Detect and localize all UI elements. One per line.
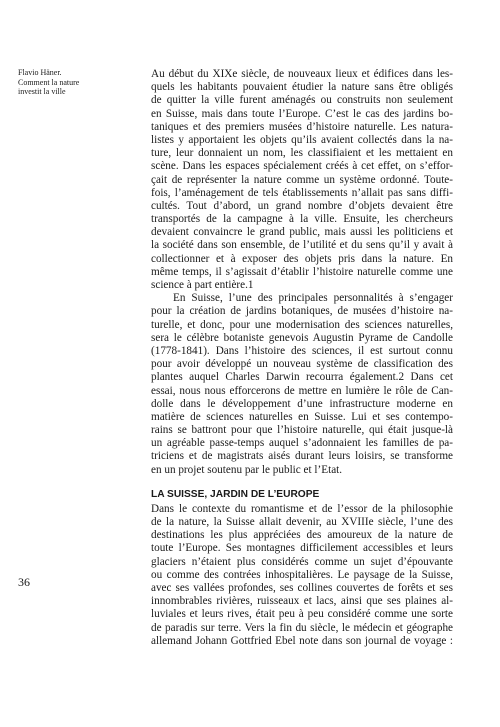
text-line: pour avoir développé un nouveau système de classification des	[151, 358, 453, 371]
text-line: ture, leur donnaient un nom, les classifiaient et les mettaient en	[151, 147, 453, 160]
margin-note-line: Comment la nature	[18, 77, 80, 87]
text-line: science à part entière.1	[151, 279, 254, 291]
text-line: glaciers n’étaient plus considérés comme un sujet d’épouvante	[151, 555, 453, 568]
text-line: devaient convaincre le grand public, mais aussi les politiciens et	[151, 226, 453, 239]
page-number: 36	[18, 575, 30, 589]
text-line: de la nature, la Suisse allait devenir, au XVIIIe siècle, l’une des	[151, 516, 453, 528]
text-line: un agréable passe-temps auquel s’adonnaient les familles de pa-	[151, 437, 453, 450]
main-text-column	[151, 68, 453, 648]
margin-note	[18, 68, 118, 97]
paragraph-1	[151, 68, 453, 292]
text-line: en Suisse, mais dans toute l’Europe. C’est le cas des jardins bo-	[151, 107, 453, 120]
paragraph-3	[151, 503, 453, 648]
text-line: même temps, il s’agissait d’établir l’histoire naturelle comme une	[151, 265, 453, 278]
text-line: essai, nous nous efforcerons de mettre en lumière le rôle de Can-	[151, 384, 453, 397]
text-line: ou comme des contrées inhospitalières. Le paysage de la Suisse,	[151, 568, 453, 581]
text-line: luviales et leurs rives, était peu à peu considéré comme une sorte	[151, 608, 453, 621]
text-line: matière de sciences naturelles en Suisse. Lui et ses contempo-	[151, 410, 453, 423]
text-line: scène. Dans les espaces spécialement créés à cet effet, on s’effor-	[151, 160, 453, 173]
margin-note-line: Flavio Häner.	[18, 68, 62, 77]
text-line: toute l’Europe. Ses montagnes difficilement accessibles et leurs	[151, 542, 453, 555]
text-line: de paradis sur terre. Vers la fin du siècle, le médecin et géographe	[151, 621, 453, 634]
text-line: dolle dans le développement d’une infrastructure moderne en	[151, 397, 453, 410]
section-heading: LA SUISSE, JARDIN DE L’EUROPE	[151, 488, 320, 500]
text-line: allemand Johann Gottfried Ebel note dans son journal de voyage :	[151, 634, 453, 647]
text-line: triciens et de magistrats aisés durant leurs loisirs, se transforme	[151, 450, 453, 463]
text-line: çait de représenter la nature comme un système ordonné. Toute-	[151, 173, 453, 186]
text-line: turelle, et donc, pour une modernisation des sciences naturelles,	[151, 318, 453, 331]
text-line: sera le célèbre botaniste genevois Augustin Pyrame de Candolle	[151, 331, 453, 344]
text-line: rains se battront pour que l’histoire naturelle, qui était jusque-là	[151, 424, 453, 437]
text-line: en un projet soutenu par le public et l’Etat.	[151, 463, 343, 476]
text-line: cultés. Tout d’abord, un grand nombre d’objets devaient être	[151, 199, 453, 212]
paragraph-2	[151, 292, 453, 477]
text-line: Dans le contexte du romantisme et de l’essor de la philosophie	[151, 502, 453, 515]
text-line: fois, l’aménagement de tels établissements n’allait pas sans diffi-	[151, 186, 453, 199]
text-line: taniques et des premiers musées d’histoire naturelle. Les natura-	[151, 120, 453, 133]
text-line: Au début du XIXe siècle, de nouveaux lieux et édifices dans les-	[151, 68, 453, 80]
text-line: destinations les plus appréciées des amoureux de la nature de	[151, 529, 453, 542]
text-line: collectionner et à exposer des objets pris dans la nature. En	[151, 252, 453, 265]
margin-note-line: investit la ville	[18, 87, 66, 96]
text-line: la société dans son ensemble, de l’utilité et du sens qu’il y avait à	[151, 239, 453, 252]
text-line: quels les habitants pouvaient étudier la nature sans être obligés	[151, 81, 453, 94]
text-line: (1778-1841). Dans l’histoire des sciences, il est surtout connu	[151, 344, 453, 357]
text-line: En Suisse, l’une des principales personnalités à s’engager	[173, 292, 453, 305]
text-line: transportés de la campagne à la ville. Ensuite, les chercheurs	[151, 213, 453, 226]
text-line: innombrables rivières, ruisseaux et lacs, ainsi que ses plaines al-	[151, 595, 453, 608]
text-line: pour la création de jardins botaniques, de musées d’histoire na-	[151, 305, 453, 318]
text-line: avec ses vallées profondes, ses collines couvertes de forêts et ses	[151, 581, 453, 594]
text-line: de quitter la ville furent aménagés ou construits non seulement	[151, 94, 453, 107]
text-line: listes y apportaient les objets qu’ils avaient collectés dans la na-	[151, 133, 453, 146]
text-line: plantes auquel Charles Darwin recourra également.2 Dans cet	[151, 371, 453, 384]
